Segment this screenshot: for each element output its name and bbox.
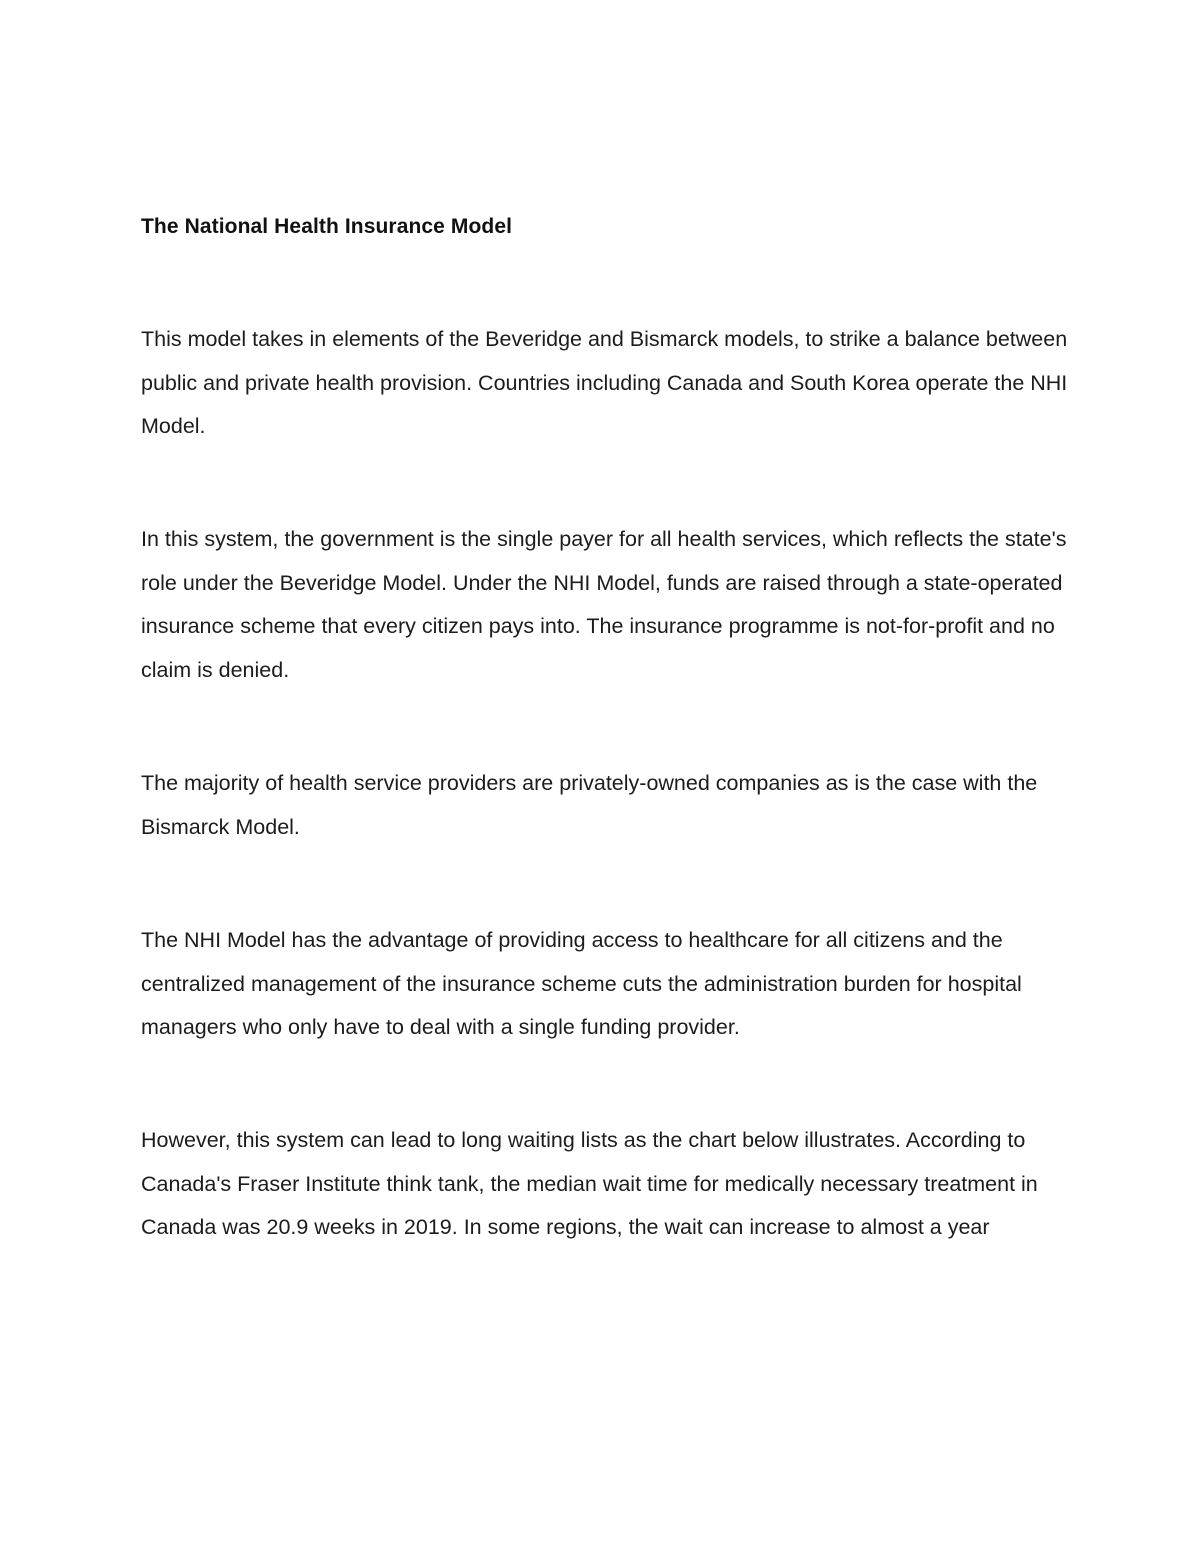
- document-title: The National Health Insurance Model: [141, 215, 513, 238]
- paragraph-intro: This model takes in elements of the Beveridge and Bismarck models, to strike a balance between public and private health provision. Countries including Canada and South Korea operate the NHI Model.: [141, 327, 1068, 439]
- paragraph-advantages: The NHI Model has the advantage of providing access to healthcare for all citizens and the centralized management of the insurance scheme cuts the administration burden for hospital managers who only have to deal with a single funding provider.: [141, 928, 1022, 1040]
- paragraph-providers: The majority of health service providers are privately-owned companies as is the case with the Bismarck Model.: [141, 771, 1038, 839]
- paragraph-waiting-lists: However, this system can lead to long waiting lists as the chart below illustrates. According to Canada's Fraser Institute think tank, the median wait time for medically necessary treatment in Canada was 20.9 weeks in 2019. In some regions, the wait can increase to almost a year: [141, 1128, 1038, 1240]
- paragraph-single-payer: In this system, the government is the single payer for all health services, which reflects the state's role under the Beveridge Model. Under the NHI Model, funds are raised through a state-operated insurance scheme that every citizen pays into. The insurance programme is not-for-profit and no claim is denied.: [141, 527, 1067, 682]
